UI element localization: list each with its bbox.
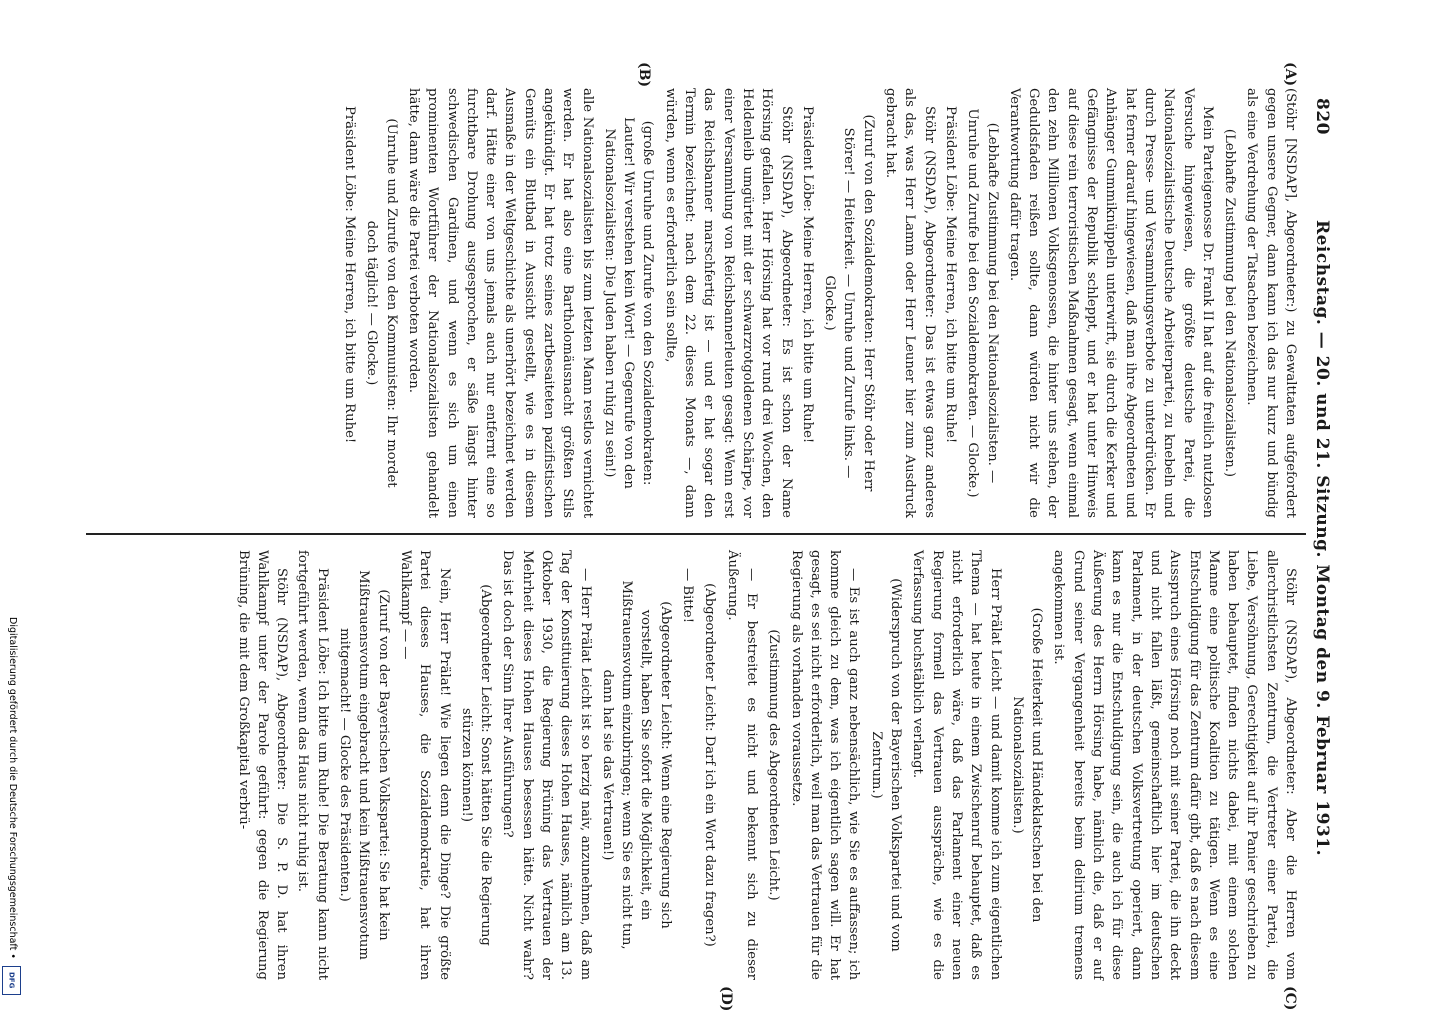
- paragraph: — Es ist auch ganz nebensächlich, wie Sie es auffassen; ich komme gleich zu dem, was ich eigentlich sagen will. Er hat gesagt, es sei nicht erforderlich, weil man das Vertrauen für die Regierung als vorhanden voraussetze.: [788, 550, 862, 980]
- paragraph: Stöhr (NSDAP), Abgeordneter: Die S. P. D. hat ihren Wahlkampf unter der Parole geführt: gegen die Regierung Brüning, die mit dem Großkapital verbrü-: [235, 550, 290, 980]
- paragraph: — Bitte!: [680, 568, 696, 623]
- paragraph: Präsident Löbe: Meine Herren, ich bitte um Ruhe!: [799, 106, 815, 444]
- digitization-credit: [0, 600, 22, 1000]
- interjection: (Lebhafte Zustimmung bei den Nationalsozialisten. — Unruhe und Zurufe bei den Sozialdemokraten. — Glocke.): [965, 108, 1000, 498]
- margin-marker-c: (C): [1282, 986, 1298, 1011]
- interjection: (Unruhe und Zurufe von den Kommunisten: Ihr mordet doch täglich! — Glocke.): [364, 118, 399, 488]
- paragraph: — Herr Prälat Leicht ist so herzig naiv, anzunehmen, daß am Tag der Konstituierung dieses Hohen Hauses, nämlich am 13. Oktober 1930, die Regierung Brüning das Vertrauen der Mehrheit dieses Hohen Hauses besessen hätte. Nicht wahr? Das ist doch der Sinn Ihrer Ausführungen?: [500, 550, 593, 980]
- paragraph: Präsident Löbe: Meine Herren, ich bitte um Ruhe!: [342, 106, 358, 444]
- paragraph: Stöhr (NSDAP), Abgeordneter: Das ist etwas ganz anderes als das, was Herr Lamm oder Herr Leuner hier zum Ausdruck gebracht hat.: [883, 88, 937, 518]
- paragraph: — Er bestreitet es nicht und bekennt sich zu dieser Äußerung.: [724, 550, 759, 980]
- paragraph: Stöhr (NSDAP), Abgeordneter: Aber die Herren vom allerchristlichsten Zentrum, die Vertreter einer Partei, die Liebe, Versöhnung, Gerechtigkeit auf ihr Panier geschrieben zu haben behauptet, finden nichts dabei, mit einem solchen Manne eine politische Koalition zu tätigen. Wenn es eine Entschuldigung für das Zentrum dafür gibt, daß es nach diesem Ausspruch eines Hörsing noch mit seiner Partei, die ihn deckt und nicht fallen läßt, gemeinschaftlich hier im deutschen Parlament, in der deutschen Volksvertretung operiert, dann kann es nur die Entschuldigung sein, die auch ich für diese Äußerung des Herrn Hörsing habe, nämlich die, daß er auf Grund seiner Vergangenheit bereits beim delirium tremens angekommen ist.: [1051, 550, 1298, 980]
- running-title: Reichstag. — 20. und 21. Sitzung. Montag den 9. Februar 1931.: [1312, 219, 1332, 856]
- credit-text: Digitalisierung gefördert durch die Deutsche Forschungsgemeinschaft •: [7, 617, 18, 959]
- paragraph: Präsident Löbe: Meine Herren, ich bitte um Ruhe!: [942, 106, 958, 444]
- interjection: (große Unruhe und Zurufe von den Sozialdemokraten: Lauter! Wir verstehen kein Wort! — Gegenrufe von den Nationalsozialisten: Die Juden haben ruhig zu sein!): [601, 117, 656, 489]
- interjection: (Zuruf von den Sozialdemokraten: Herr Stöhr oder Herr Störer! — Heiterkeit. — Unruhe und Zurufe links. — Glocke.): [822, 114, 876, 492]
- dfg-logo-icon: DFG: [2, 966, 21, 995]
- interjection: (Lebhafte Zustimmung bei den Nationalsozialisten.): [1222, 128, 1238, 478]
- interjection: (Abgeordneter Leicht: Wenn eine Regierung sich vorstellt, haben Sie sofort die Möglichkeit, ein Mißtrauensvotum einzubringen; wenn Sie es nicht tun, dann hat sie das Vertrauen!): [599, 580, 673, 950]
- right-column: [231, 550, 1300, 980]
- interjection: (Widerspruch von der Bayerischen Volkspartei und vom Zentrum.): [868, 578, 904, 952]
- column-divider: [86, 533, 1306, 535]
- paragraph: Mein Parteigenosse Dr. Frank II hat auf die freilich nutzlosen Versuche hingewiesen, die größte deutsche Partei, die Nationalsozialistische Deutsche Arbeiterpartei, zu knebeln und durch Presse- und Versammlungsverbote zu unterdrücken. Er hat ferner darauf hingewiesen, daß man ihre Abgeordneten und Anhänger Gummiknüppeln unterwirft, sie durch die Kerker und Gefängnisse der Republik schleppt, und er hat unter Hinweis auf diese rein terroristischen Maßnahmen gesagt, wenn einmal den zehn Millionen Volksgenossen, die hinter uns stehen, der Geduldsfaden reißen sollte, dann würden nicht wir die Verantwortung dafür tragen.: [1006, 88, 1215, 518]
- interjection: (Abgeordneter Leicht: Darf ich ein Wort dazu fragen?): [702, 583, 718, 947]
- margin-marker-b: (B): [636, 62, 652, 88]
- interjection: (Große Heiterkeit und Händeklatschen bei den Nationalsozialisten.): [1009, 607, 1045, 923]
- page-header: [1308, 88, 1334, 988]
- margin-marker-a: (A): [1282, 62, 1298, 87]
- paragraph: Nein, Herr Prälat! Wie liegen denn die Dinge? Die größte Partei dieses Hauses, die Sozialdemokratie, hat ihren Wahlkampf — —: [397, 550, 452, 980]
- interjection: (Zuruf von der Bayerischen Volkspartei: Sie hat kein Mißtrauensvotum eingebracht und kein Mißtrauensvotum mitgemacht! — Glocke des Präsidenten.): [337, 570, 391, 960]
- page-number: 820: [1312, 98, 1332, 135]
- paragraph: alle Nationalsozialisten bis zum letzten Mann restlos vernichtet werden. Er hat also eine Bartholomäusnacht größten Stils angekündigt. Er hat trotz seines zartbesaiteten pazifistischen Gemüts ein Blutbad in Aussicht gestellt, wie es in diesem Ausmaße in der Weltgeschichte als unerhört bezeichnet werden darf. Hätte einer von uns jemals auch nur entfernt eine so furchtbare Drohung ausgesprochen, er säße längst hinter schwedischen Gardinen, und wenn es sich um einen prominenten Wortführer der Nationalsozialisten gehandelt hätte, dann wäre die Partei verboten worden.: [405, 88, 595, 518]
- paragraph: (Stöhr [NSDAP], Abgeordneter:) zu Gewalttaten aufgefordert gegen unsere Gegner, dann kann ich das nur kurz und bündig als eine Verdrehung der Tatsachen bezeichnen.: [1244, 88, 1298, 518]
- interjection: (Zustimmung des Abgeordneten Leicht.): [766, 629, 782, 901]
- paragraph: Stöhr (NSDAP), Abgeordneter: Es ist schon der Name Hörsing gefallen. Herr Hörsing hat vor rund drei Wochen, den Heldenleib umgürtet mit der schwarzrotgoldenen Schärpe, vor einer Versammlung von Reichsbannerleuten gesagt: Wenn erst das Reichsbanner marschfertig ist — und er hat sogar den Termin bezeichnet: nach dem 22. dieses Monats —, dann würden, wenn es erforderlich sein sollte,: [662, 88, 794, 518]
- document-page: [74, 62, 1334, 1011]
- paragraph: Präsident Löbe: Ich bitte um Ruhe! Die Beratung kann nicht fortgeführt werden, wenn das Haus nicht ruhig ist.: [295, 550, 330, 980]
- paragraph: Herr Prälat Leicht — und damit komme ich zum eigentlichen Thema — hat heute in einem Zwischenruf behauptet, daß es nicht erforderlich wäre, daß das Parlament einer neuen Regierung formell das Vertrauen ausspräche, wie es die Verfassung buchstäblich verlangt.: [910, 550, 1003, 980]
- interjection: (Abgeordneter Leicht: Sonst hätten Sie die Regierung stürzen können!): [458, 584, 494, 946]
- margin-marker-d: (D): [718, 986, 734, 1011]
- left-column: [338, 88, 1300, 518]
